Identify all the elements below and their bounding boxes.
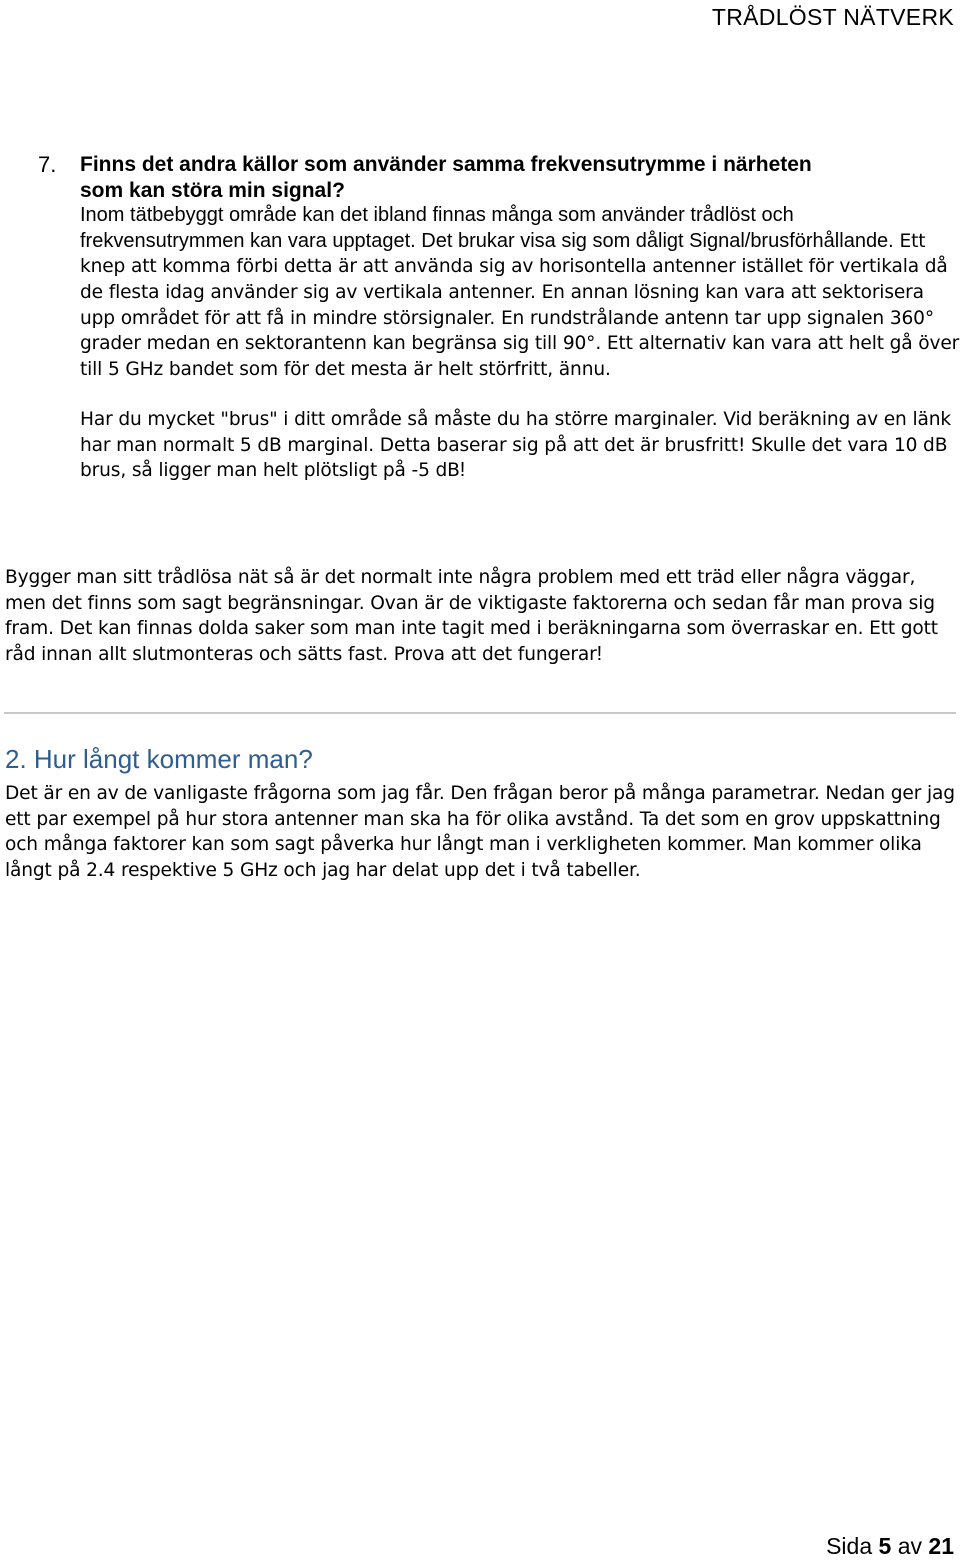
footer-page-total: 21 — [928, 1533, 954, 1559]
page-footer — [826, 1533, 954, 1560]
footer-prefix: Sida — [826, 1533, 879, 1559]
section-heading: 2. Hur långt kommer man? — [5, 744, 313, 774]
answer-intro: Inom tätbebyggt område kan det ibland finnas många som använder trådlöst och frekvensutrymmen kan vara upptaget. Det brukar visa sig som dåligt Signal/brusförhållande. — [80, 204, 894, 252]
question-heading — [80, 152, 960, 203]
section-divider — [4, 712, 956, 714]
noise-end: ! — [459, 459, 466, 482]
list-item-number: 7. — [38, 152, 57, 177]
list-item-7 — [80, 152, 960, 484]
section-paragraph: Det är en av de vanligaste frågorna som jag får. Den frågan beror på många parametrar. Nedan ger jag ett par exempel på hur stora antenner man ska ha för olika avstånd. Ta det som en grov uppskattning och många faktorer kan som sagt påverka hur långt man i verkligheten kommer. Man kommer olika långt på 2.4 respektive 5 GHz och jag har delat upp det i två tabeller. — [5, 783, 955, 881]
noise-text: Har du mycket "brus" i ditt område så måste du ha större marginaler. Vid beräkning av en länk har man normalt 5 dB marginal. Detta baserar sig på att det är brusfritt! Skulle det vara 10 dB brus, så ligger man helt plötsligt på -5 dB — [80, 409, 951, 482]
footer-middle: av — [891, 1533, 929, 1559]
question-line-1: Finns det andra källor som använder samma frekvensutrymme i närheten — [80, 153, 812, 176]
build-paragraph — [5, 565, 955, 667]
build-end: ! — [596, 642, 603, 665]
question-line-2: som kan störa min signal? — [80, 178, 345, 202]
answer-detail: Ett knep att komma förbi detta är att använda sig av horisontella antenner istället för vertikala då de flesta idag använder sig av vertikala antenner. En annan lösning kan vara att sektorisera upp området för att få in mindre störsignaler. En rundstrålande antenn tar upp signalen 360° grader medan en sektorantenn kan begränsa sig till 90°. Ett alternativ kan vara att helt gå över till 5 GHz bandet som för det mesta är helt störfritt, ännu. — [80, 230, 960, 380]
header-title: TRÅDLÖST NÄTVERK — [711, 4, 954, 30]
noise-paragraph — [80, 407, 960, 483]
build-text: Bygger man sitt trådlösa nät så är det normalt inte några problem med ett träd eller några väggar, men det finns som sagt begränsningar. Ovan är de viktigaste faktorerna och sedan får man prova sig fram. Det kan finnas dolda saker som man inte tagit med i beräkningarna som överraskar en. Ett gott råd innan allt slutmonteras och sätts fast. Prova att det fungerar — [5, 567, 938, 665]
footer-page-number: 5 — [878, 1533, 892, 1559]
answer-paragraph — [80, 203, 960, 382]
